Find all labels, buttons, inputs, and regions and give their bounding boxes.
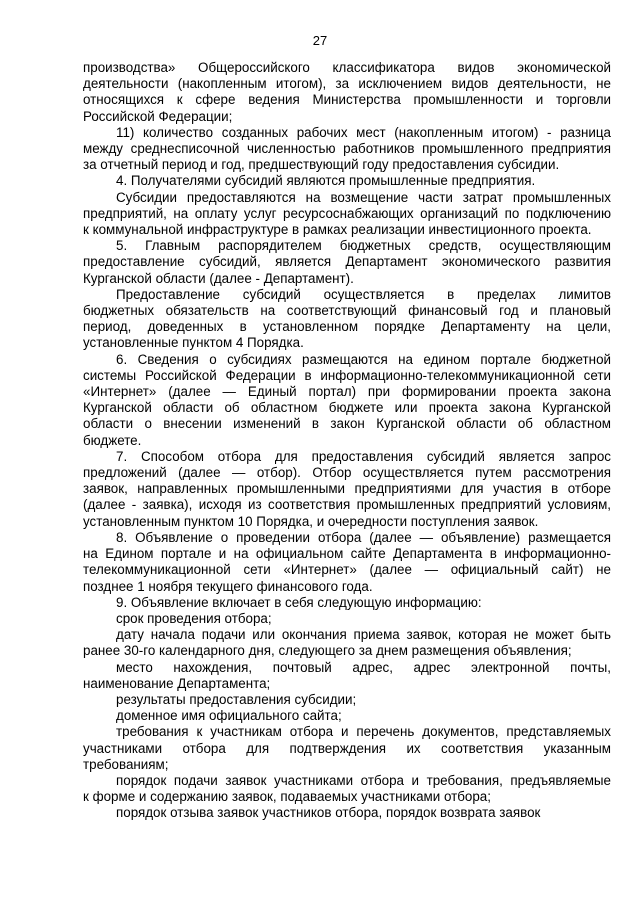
text-line: установленным пунктом 10 Порядка, и очередности поступления заявок. (83, 513, 539, 529)
text-line: Российской Федерации; (83, 108, 233, 124)
text-line: ранее 30-го календарного дня, следующего за днем размещения объявления; (83, 643, 572, 659)
paragraph (83, 125, 611, 174)
text-line: между среднесписочной численностью работников промышленного предприятия (83, 141, 611, 157)
text-line: за отчетный период и год, предшествующий году предоставления субсидии. (83, 157, 560, 173)
text-line: (далее - заявка), исходя из соответствия промышленных предприятий условиям, (83, 497, 611, 513)
text-line: Курганской области (далее - Департамент). (83, 270, 354, 286)
text-line: 11) количество созданных рабочих мест (накопленным итогом) - разница (116, 124, 611, 140)
page-number: 27 (312, 33, 328, 48)
paragraph (83, 627, 611, 659)
text-line: заявок, направленных промышленными предприятиями для участия в отборе (83, 481, 611, 497)
paragraph (83, 660, 611, 692)
paragraph (83, 238, 611, 287)
paragraph (83, 352, 611, 449)
text-line: 7. Способом отбора для предоставления субсидий является запрос (116, 448, 611, 464)
text-line: доменное имя официального сайта; (116, 708, 342, 724)
text-line: наименование Департамента; (83, 675, 271, 691)
text-line: относящихся к сфере ведения Министерства промышленности и торговли (83, 92, 611, 108)
paragraph (83, 173, 611, 189)
text-line: деятельности (накопленным итогом), за исключением видов деятельности, не (83, 76, 611, 92)
text-line: к форме и содержанию заявок, подаваемых участниками отбора; (83, 789, 491, 805)
text-line: предложений (далее — отбор). Отбор осуществляется путем рассмотрения (83, 465, 611, 481)
text-line: 8. Объявление о проведении отбора (далее — объявление) размещается (116, 529, 611, 545)
text-line: 5. Главным распорядителем бюджетных средств, осуществляющим (116, 238, 611, 254)
text-line: срок проведения отбора; (116, 610, 272, 626)
text-line: бюджетных обязательств на соответствующий финансовый год и плановый (83, 303, 611, 319)
text-line: предприятий, на оплату услуг ресурсоснабжающих организаций по подключению (83, 205, 611, 221)
paragraph (83, 692, 611, 708)
text-line: Предоставление субсидий осуществляется в пределах лимитов (116, 286, 611, 302)
text-line: на Едином портале и на официальном сайте Департамента в информационно- (83, 546, 611, 562)
text-line: бюджете. (83, 432, 142, 448)
text-line: телекоммуникационной сети «Интернет» (далее — официальный сайт) не (83, 562, 611, 578)
text-line: 9. Объявление включает в себя следующую информацию: (116, 594, 482, 610)
document-body (83, 60, 611, 822)
text-line: результаты предоставления субсидии; (116, 691, 357, 707)
text-line: «Интернет» (далее — Единый портал) при формировании проекта закона (83, 384, 611, 400)
text-line: Субсидии предоставляются на возмещение части затрат промышленных (116, 189, 611, 205)
text-line: производства» Общероссийского классификатора видов экономической (83, 60, 611, 75)
paragraph (83, 773, 611, 805)
text-line: участниками отбора для подтверждения их соответствия указанным (83, 740, 611, 756)
text-line: порядок подачи заявок участниками отбора и требования, предъявляемые (116, 772, 611, 788)
text-line: дату начала подачи или окончания приема заявок, которая не может быть (116, 627, 611, 643)
paragraph (83, 611, 611, 627)
text-line: 4. Получателями субсидий являются промышленные предприятия. (116, 173, 536, 189)
text-line: Курганской области об областном бюджете или проекта закона Курганской (83, 400, 611, 416)
paragraph (83, 708, 611, 724)
paragraph (83, 805, 611, 821)
text-line: к коммунальной инфраструктуре в рамках реализации инвестиционного проекта. (83, 222, 592, 238)
text-line: место нахождения, почтовый адрес, адрес электронной почты, (116, 659, 611, 675)
paragraph (83, 724, 611, 773)
text-line: области о внесении изменений в закон Курганской области об областном (83, 416, 611, 432)
text-line: требования к участникам отбора и перечень документов, представляемых (116, 724, 611, 740)
text-line: позднее 1 ноября текущего финансового года. (83, 578, 373, 594)
text-line: системы Российской Федерации в информационно-телекоммуникационной сети (83, 367, 611, 383)
text-line: порядок отзыва заявок участников отбора, порядок возврата заявок (116, 805, 541, 821)
paragraph (83, 530, 611, 595)
paragraph (83, 449, 611, 530)
text-line: период, доведенных в установленном порядке Департаменту на цели, (83, 319, 611, 335)
text-line: установленные пунктом 4 Порядка. (83, 335, 304, 351)
text-line: требованиям; (83, 756, 169, 772)
text-line: предоставление субсидий, является Департамент экономического развития (83, 254, 611, 270)
paragraph (83, 287, 611, 352)
paragraph (83, 60, 611, 125)
paragraph (83, 190, 611, 239)
paragraph (83, 595, 611, 611)
text-line: 6. Сведения о субсидиях размещаются на едином портале бюджетной (116, 351, 611, 367)
